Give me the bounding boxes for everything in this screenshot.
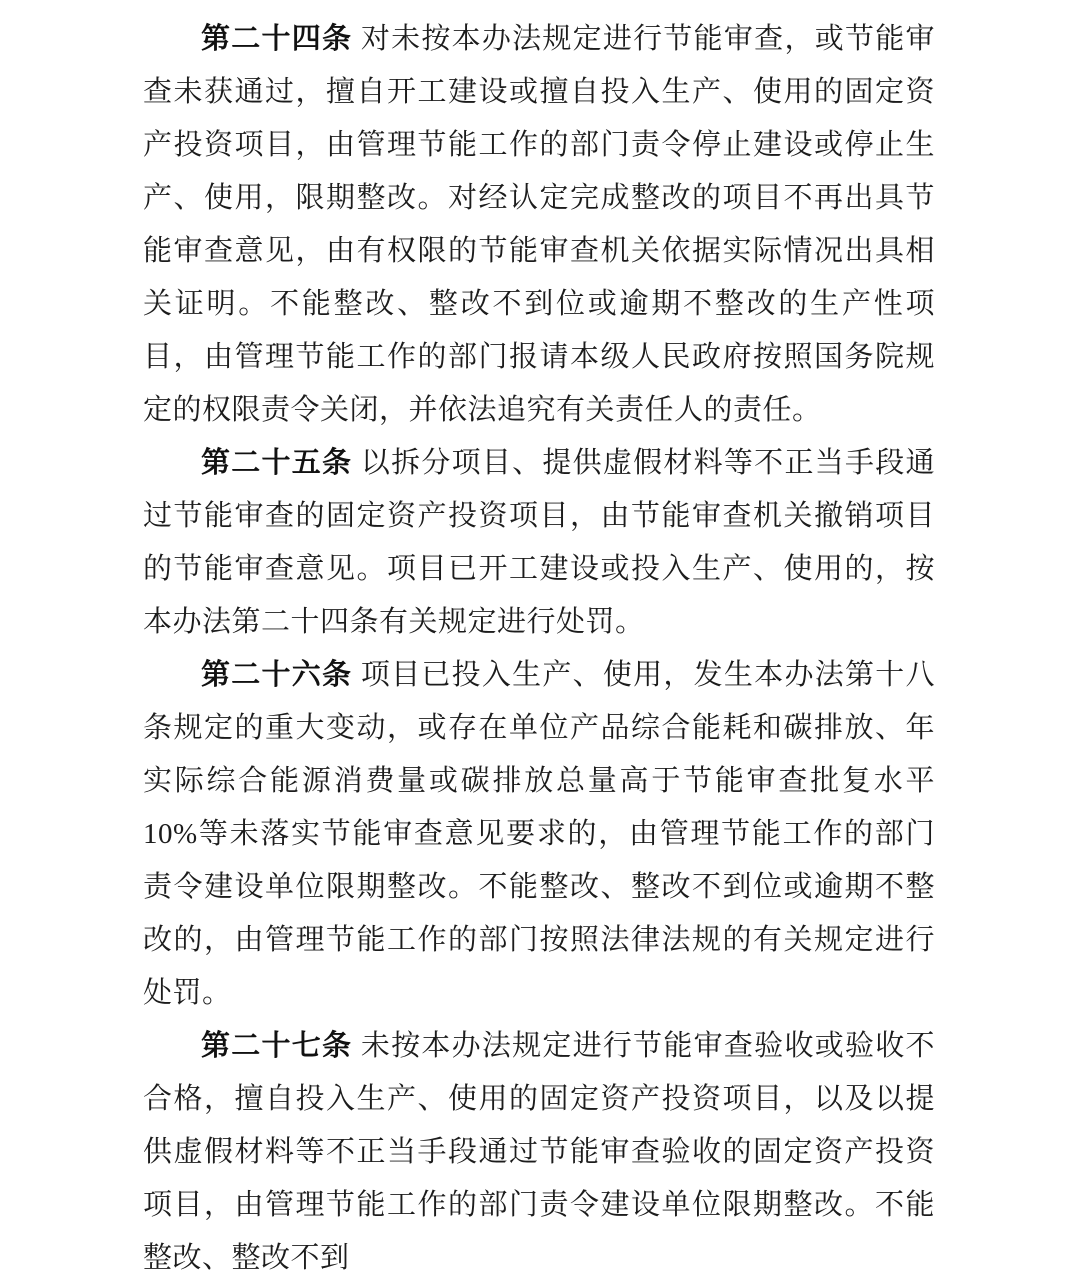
article-27-paragraph: [143, 1020, 935, 1285]
article-24-text: 对未按本办法规定进行节能审查，或节能审查未获通过，擅自开工建设或擅自投入生产、使用的固定资产投资项目，由管理节能工作的部门责令停止建设或停止生产、使用，限期整改。对经认定完成整改的项目不再出具节能审查意见，由有权限的节能审查机关依据实际情况出具相关证明。不能整改、整改不到位或逾期不整改的生产性项目，由管理节能工作的部门报请本级人民政府按照国务院规定的权限责令关闭，并依法追究有关责任人的责任。: [143, 23, 935, 426]
article-26-paragraph: [143, 649, 935, 1020]
article-24-number: 第二十四条: [201, 23, 353, 55]
article-24-paragraph: [143, 13, 935, 437]
document-body: [143, 13, 935, 1285]
article-25-paragraph: [143, 437, 935, 649]
article-26-number: 第二十六条: [201, 659, 353, 691]
article-27-text: 未按本办法规定进行节能审查验收或验收不合格，擅自投入生产、使用的固定资产投资项目，以及以提供虚假材料等不正当手段通过节能审查验收的固定资产投资项目，由管理节能工作的部门责令建设单位限期整改。不能整改、整改不到: [143, 1030, 935, 1274]
article-25-text: 以拆分项目、提供虚假材料等不正当手段通过节能审查的固定资产投资项目，由节能审查机关撤销项目的节能审查意见。项目已开工建设或投入生产、使用的，按本办法第二十四条有关规定进行处罚。: [143, 447, 935, 638]
article-25-number: 第二十五条: [201, 447, 353, 479]
article-27-number: 第二十七条: [201, 1030, 353, 1062]
article-26-text: 项目已投入生产、使用，发生本办法第十八条规定的重大变动，或存在单位产品综合能耗和碳排放、年实际综合能源消费量或碳排放总量高于节能审查批复水平 10%等未落实节能审查意见要求的，由管理节能工作的部门责令建设单位限期整改。不能整改、整改不到位或逾期不整改的，由管理节能工作的部门按照法律法规的有关规定进行处罚。: [143, 659, 935, 1009]
